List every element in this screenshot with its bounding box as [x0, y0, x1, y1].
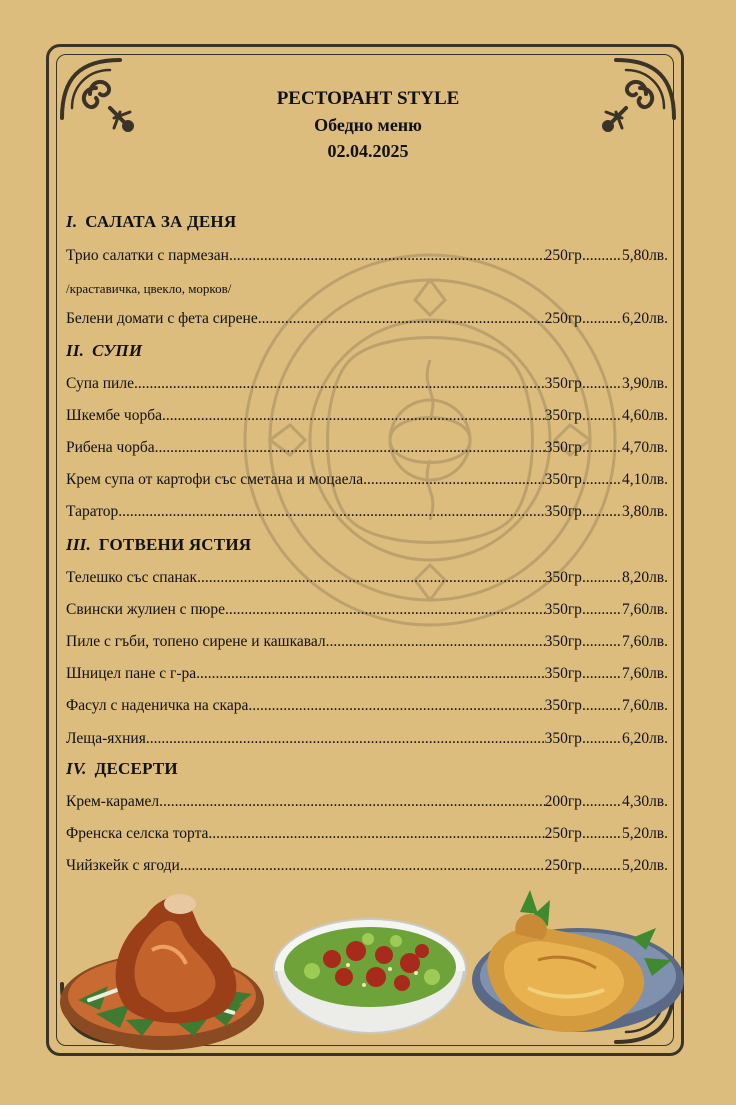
menu-item: [66, 665, 668, 683]
item-weight: 350гр: [544, 665, 582, 682]
item-weight: 350гр: [544, 439, 582, 456]
item-price: 5,20лв.: [621, 825, 668, 842]
item-name: Рибена чорба: [66, 439, 155, 456]
item-weight: 250гр: [544, 857, 582, 874]
item-price: 8,20лв.: [621, 569, 668, 586]
item-name: Трио салатки с пармезан: [66, 247, 229, 264]
menu-item: [66, 601, 668, 619]
menu-item: [66, 633, 668, 651]
section-number: I.: [66, 212, 78, 231]
item-weight: 350гр: [544, 503, 582, 520]
section-number: III.: [66, 535, 91, 554]
item-price: 4,60лв.: [621, 407, 668, 424]
menu-item: [66, 439, 668, 457]
item-price: 7,60лв.: [621, 697, 668, 714]
menu-title: Обедно меню: [314, 115, 422, 135]
item-name: Таратор: [66, 503, 119, 520]
item-weight: 350гр: [544, 697, 582, 714]
menu-item: [66, 730, 668, 748]
item-weight: 350гр: [544, 569, 582, 586]
item-name: Шкембе чорба: [66, 407, 162, 424]
item-name: Пиле с гъби, топено сирене и кашкавал: [66, 633, 326, 650]
menu-item: [66, 375, 668, 393]
item-weight: 350гр: [544, 407, 582, 424]
menu-date: 02.04.2025: [327, 141, 409, 161]
menu-item: [66, 825, 668, 843]
section-label: СУПИ: [92, 341, 143, 360]
section-label: ГОТВЕНИ ЯСТИЯ: [98, 535, 252, 554]
item-price: 5,80лв.: [621, 247, 668, 264]
item-weight: 350гр: [544, 375, 582, 392]
item-name: Чийзкейк с ягоди: [66, 857, 180, 874]
salad-bowl-icon: [272, 915, 468, 1035]
menu-item: [66, 407, 668, 425]
item-name: Леща-яхния: [66, 730, 146, 747]
section-label: САЛАТА ЗА ДЕНЯ: [85, 212, 237, 231]
menu-item: [66, 697, 668, 715]
item-weight: 350гр: [544, 633, 582, 650]
item-price: 3,80лв.: [621, 503, 668, 520]
section-number: IV.: [66, 759, 87, 778]
item-note: /краставичка, цвекло, морков/: [66, 281, 232, 296]
pork-knuckle-icon: [56, 880, 270, 1060]
menu-item: [66, 503, 668, 521]
item-price: 5,20лв.: [621, 857, 668, 874]
roast-duck-icon: [468, 888, 688, 1038]
item-name: Шницел пане с г-ра: [66, 665, 197, 682]
item-price: 7,60лв.: [621, 601, 668, 618]
item-price: 3,90лв.: [621, 375, 668, 392]
item-name: Супа пиле: [66, 375, 134, 392]
item-name: Свински жулиен с пюре: [66, 601, 225, 618]
item-weight: 350гр: [544, 601, 582, 618]
item-weight: 350гр: [544, 730, 582, 747]
restaurant-name: РЕСТОРАНТ STYLE: [276, 88, 460, 109]
section-title-cooked-dishes: [66, 535, 251, 555]
menu-item: [66, 310, 668, 328]
item-name: Крем супа от картофи със сметана и моцаела: [66, 471, 364, 488]
item-name: Фасул с наденичка на скара: [66, 697, 249, 714]
section-number: II.: [66, 341, 85, 360]
item-weight: 250гр: [544, 825, 582, 842]
item-weight: 250гр: [544, 310, 582, 327]
section-title-salads: [66, 212, 236, 232]
item-price: 6,20лв.: [621, 310, 668, 327]
item-price: 4,30лв.: [621, 793, 668, 810]
item-price: 4,10лв.: [621, 471, 668, 488]
item-price: 6,20лв.: [621, 730, 668, 747]
menu-item: [66, 793, 668, 811]
item-weight: 250гр: [544, 247, 582, 264]
menu-item: [66, 569, 668, 587]
section-title-soups: [66, 341, 142, 361]
menu-item: [66, 857, 668, 875]
item-name: Френска селска торта: [66, 825, 209, 842]
item-name: Крем-карамел: [66, 793, 160, 810]
item-price: 7,60лв.: [621, 665, 668, 682]
item-price: 4,70лв.: [621, 439, 668, 456]
item-name: Телешко със спанак: [66, 569, 198, 586]
item-weight: 200гр: [544, 793, 582, 810]
item-weight: 350гр: [544, 471, 582, 488]
section-title-desserts: [66, 759, 178, 779]
item-name: Белени домати с фета сирене: [66, 310, 258, 327]
item-price: 7,60лв.: [621, 633, 668, 650]
menu-item: [66, 471, 668, 489]
menu-item: [66, 247, 668, 265]
section-label: ДЕСЕРТИ: [94, 759, 178, 778]
